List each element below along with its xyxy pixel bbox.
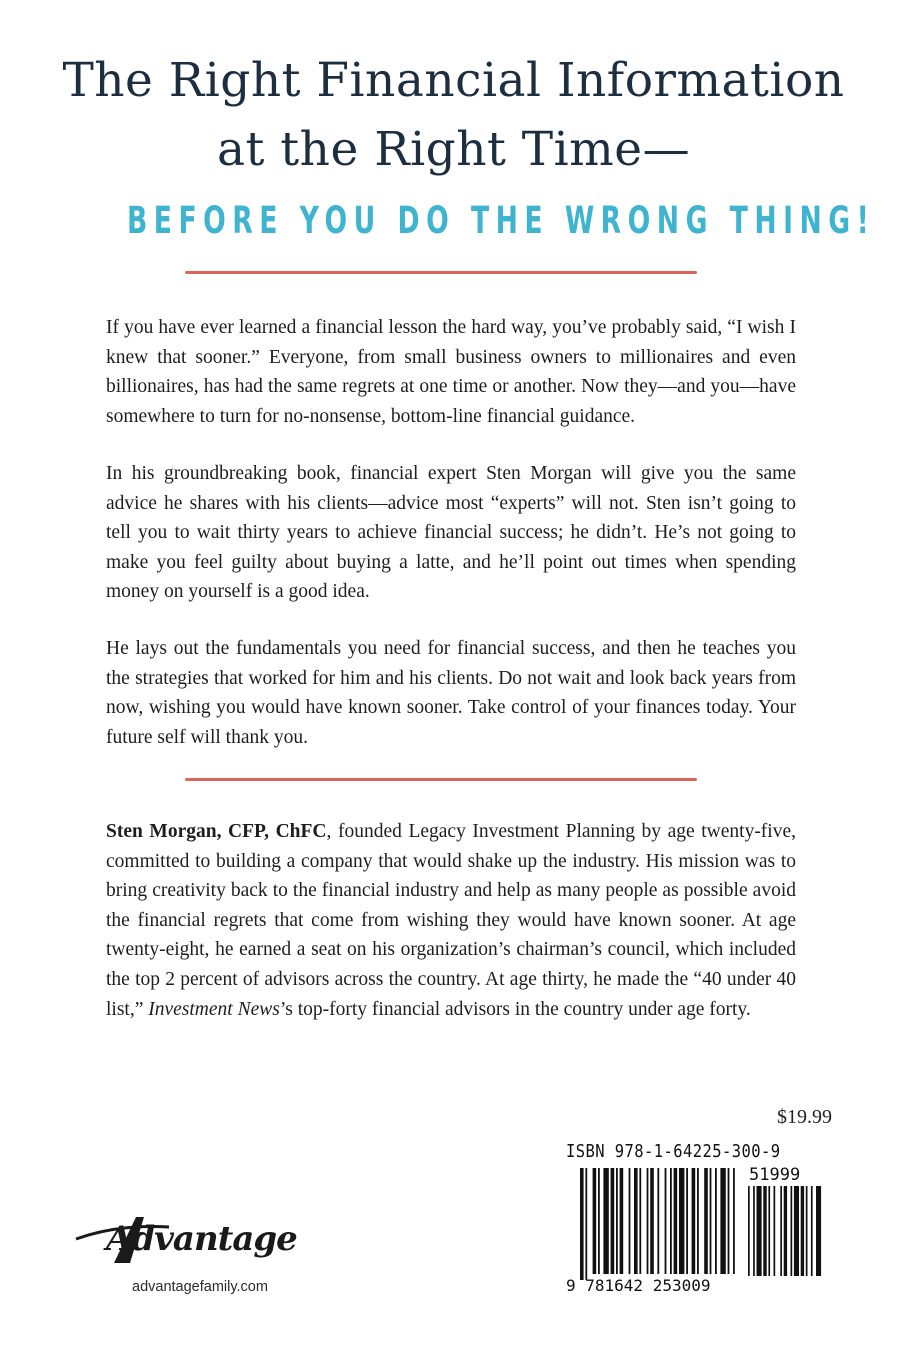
barcode-bar [715, 1168, 717, 1274]
barcode-bar [674, 1168, 678, 1274]
barcode-bar [620, 1168, 624, 1274]
addon-bar [794, 1186, 799, 1276]
barcode-bar [704, 1168, 708, 1274]
barcode-bar [679, 1168, 684, 1274]
ean-number-label: 9 781642 253009 [566, 1276, 711, 1294]
addon-bar [763, 1186, 766, 1276]
addon-bar [757, 1186, 762, 1276]
barcode-bar [611, 1168, 615, 1274]
description-paragraph-1: If you have ever learned a financial lesson the hard way, you’ve probably said, “I wish I knew that sooner.” Everyone, from small business owners to millionaires and even billionaires, has had the same regrets at one time or another. Now they—and you—have somewhere to turn for no-nonsense, bottom-line financial guidance. [106, 317, 796, 427]
barcode-bar [670, 1168, 672, 1274]
barcode-bar [692, 1168, 696, 1274]
barcode-bar [697, 1168, 699, 1274]
addon-bar [748, 1186, 750, 1276]
addon-bar [774, 1186, 776, 1276]
addon-bar [784, 1186, 787, 1276]
headline-line-2: at the Right Time— [216, 122, 691, 177]
addon-bar [768, 1186, 770, 1276]
barcode-bar [580, 1168, 584, 1280]
description-paragraph-3: He lays out the fundamentals you need for financial success, and then he teaches you the strategies that worked for him and his clients. Do not wait and look back years from now, wishing you would have known sooner. Take control of your finances today. Your future self will thank you. [106, 638, 796, 748]
description-paragraph-2: In his groundbreaking book, financial expert Sten Morgan will give you the same advice he shares with his clients—advice most “experts” will not. Sten isn’t going to tell you to wait thirty years to achieve financial success; he didn’t. He’s not going to make you feel guilty about buying a latte, and he’ll point out times when spending money on yourself is a good idea. [106, 463, 796, 603]
headline-line-1: The Right Financial Information [62, 53, 845, 108]
publisher-website: advantagefamily.com [132, 1279, 268, 1295]
publisher-logo [74, 1211, 314, 1271]
addon-bar [811, 1186, 813, 1276]
barcode-bar [616, 1168, 618, 1274]
addon-bar [791, 1186, 793, 1276]
divider-bottom [185, 778, 697, 781]
publisher-logo-text: Advantage [106, 1219, 297, 1259]
barcode-bar [634, 1168, 638, 1274]
barcode-bar [657, 1168, 659, 1274]
barcode-bar [686, 1168, 688, 1274]
price: $19.99 [777, 1106, 832, 1128]
barcode-bar [728, 1168, 730, 1274]
barcode [566, 1164, 832, 1294]
barcode-bar [629, 1168, 631, 1274]
barcode-bar [710, 1168, 712, 1274]
author-bio-text-a: , founded Legacy Investment Planning by age twenty-five, committed to building a company that would shake up the industry. His mission was to bring creativity back to the financial industry and help as many people as possible avoid the financial regrets that come from wishing they would have known sooner. At age twenty-eight, he earned a seat on his organization’s chairman’s council, which included the top 2 percent of advisors across the country. At age thirty, he made the “40 under 40 list,” [106, 821, 797, 1020]
price-code-label: 51999 [749, 1165, 801, 1185]
barcode-bar [585, 1168, 587, 1280]
barcode-bar [665, 1168, 667, 1274]
barcode-bar [603, 1168, 608, 1274]
barcode-bar [647, 1168, 649, 1274]
barcode-bar [720, 1168, 725, 1274]
barcode-bar [598, 1168, 600, 1274]
barcode-bar [639, 1168, 641, 1274]
tagline: BEFORE YOU DO THE WRONG THING! [126, 199, 876, 242]
addon-bar [806, 1186, 808, 1276]
barcode-bar [593, 1168, 597, 1274]
addon-bar [816, 1186, 821, 1276]
isbn-label: ISBN 978-1-64225-300-9 [566, 1141, 781, 1162]
divider-top [185, 271, 697, 274]
author-name: Sten Morgan, CFP, ChFC [106, 821, 327, 842]
author-bio [106, 817, 796, 1024]
barcode-graphic [566, 1164, 832, 1294]
addon-bar [753, 1186, 755, 1276]
author-bio-text-b: ’s top-forty financial advisors in the country under age forty. [279, 998, 751, 1020]
publication-name: Investment News [148, 998, 280, 1020]
addon-bar [780, 1186, 782, 1276]
addon-bar [801, 1186, 804, 1276]
barcode-bar [733, 1168, 735, 1274]
barcode-bar [650, 1168, 654, 1274]
